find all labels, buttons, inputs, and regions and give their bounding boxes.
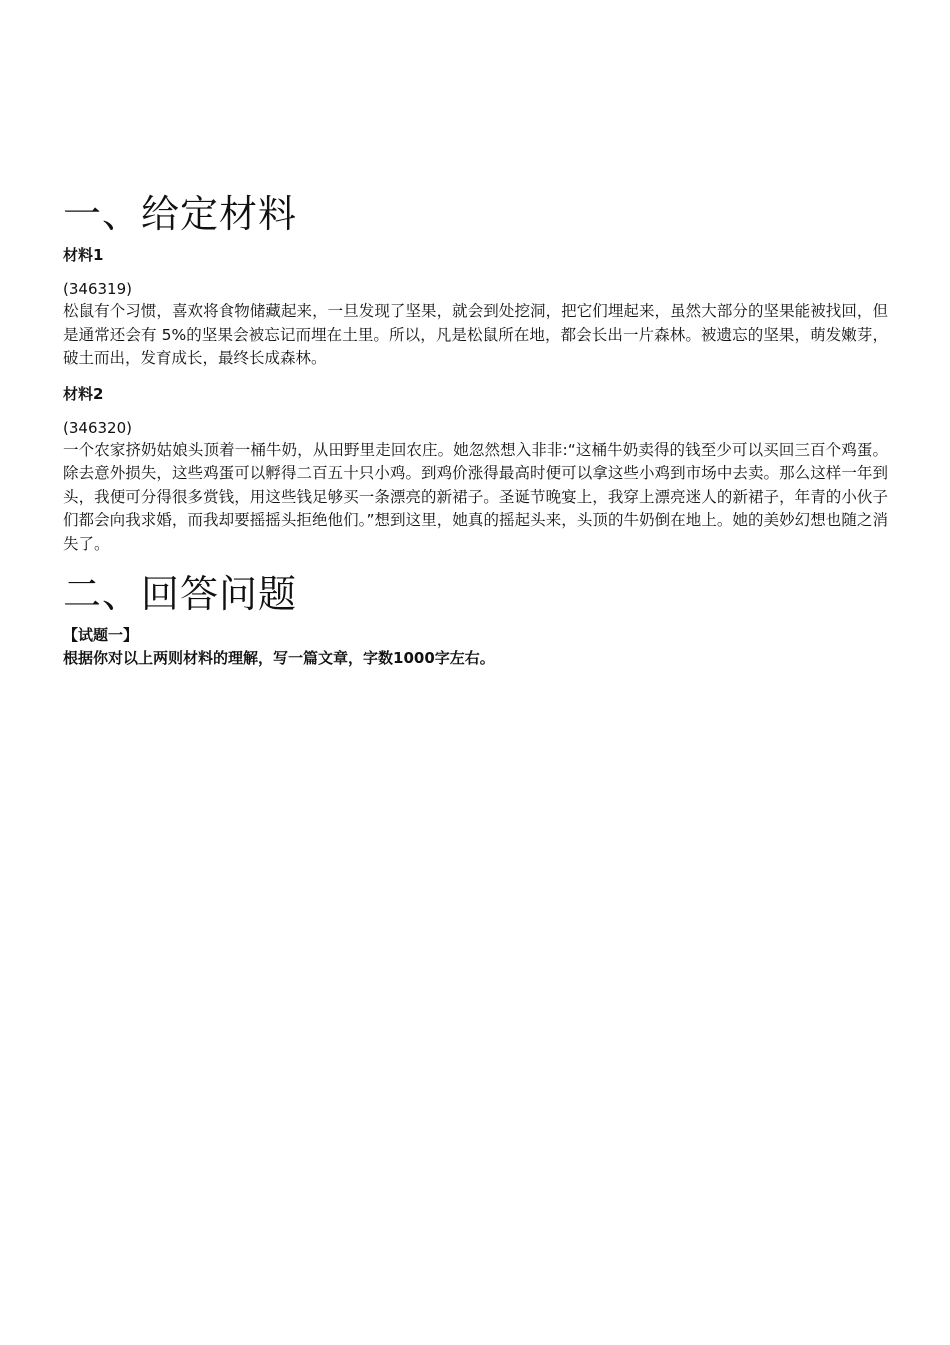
section-title-materials: 一、给定材料 (63, 192, 298, 236)
material-label: 材料2 (63, 384, 104, 403)
material-text: 松鼠有个习惯，喜欢将食物储藏起来，一旦发现了坚果，就会到处挖洞，把它们埋起来，虽然大部分的坚果能被找回，但是通常还会有 5%的坚果会被忘记而埋在土里。所以，凡是松鼠所在地，都会长出一片森林。被遗忘的坚果，萌发嫩芽，破土而出，发育成长，最终长成森林。 (63, 302, 888, 367)
material-block-2 (63, 383, 888, 557)
question-block (63, 624, 888, 670)
question-text: 根据你对以上两则材料的理解，写一篇文章，字数1000字左右。 (63, 649, 495, 667)
material-label: 材料1 (63, 246, 104, 264)
material-text: 一个农家挤奶姑娘头顶着一桶牛奶，从田野里走回农庄。她忽然想入非非:“这桶牛奶卖得的钱至少可以买回三百个鸡蛋。除去意外损失，这些鸡蛋可以孵得二百五十只小鸡。到鸡价涨得最高时便可以拿这些小鸡到市场中去卖。那么这样一年到头，我便可分得很多赏钱，用这些钱足够买一条漂亮的新裙子。圣诞节晚宴上，我穿上漂亮迷人的新裙子，年青的小伙子们都会向我求婚，而我却要摇摇头拒绝他们。”想到这里，她真的摇起头来，头顶的牛奶倒在地上。她的美妙幻想也随之消失了。 (63, 440, 888, 553)
document-page (63, 190, 888, 670)
section-title-questions: 二、回答问题 (63, 572, 298, 616)
question-label: 【试题一】 (63, 626, 139, 644)
material-id: (346319) (63, 280, 132, 298)
material-block-1 (63, 244, 888, 371)
material-id: (346320) (63, 418, 132, 437)
